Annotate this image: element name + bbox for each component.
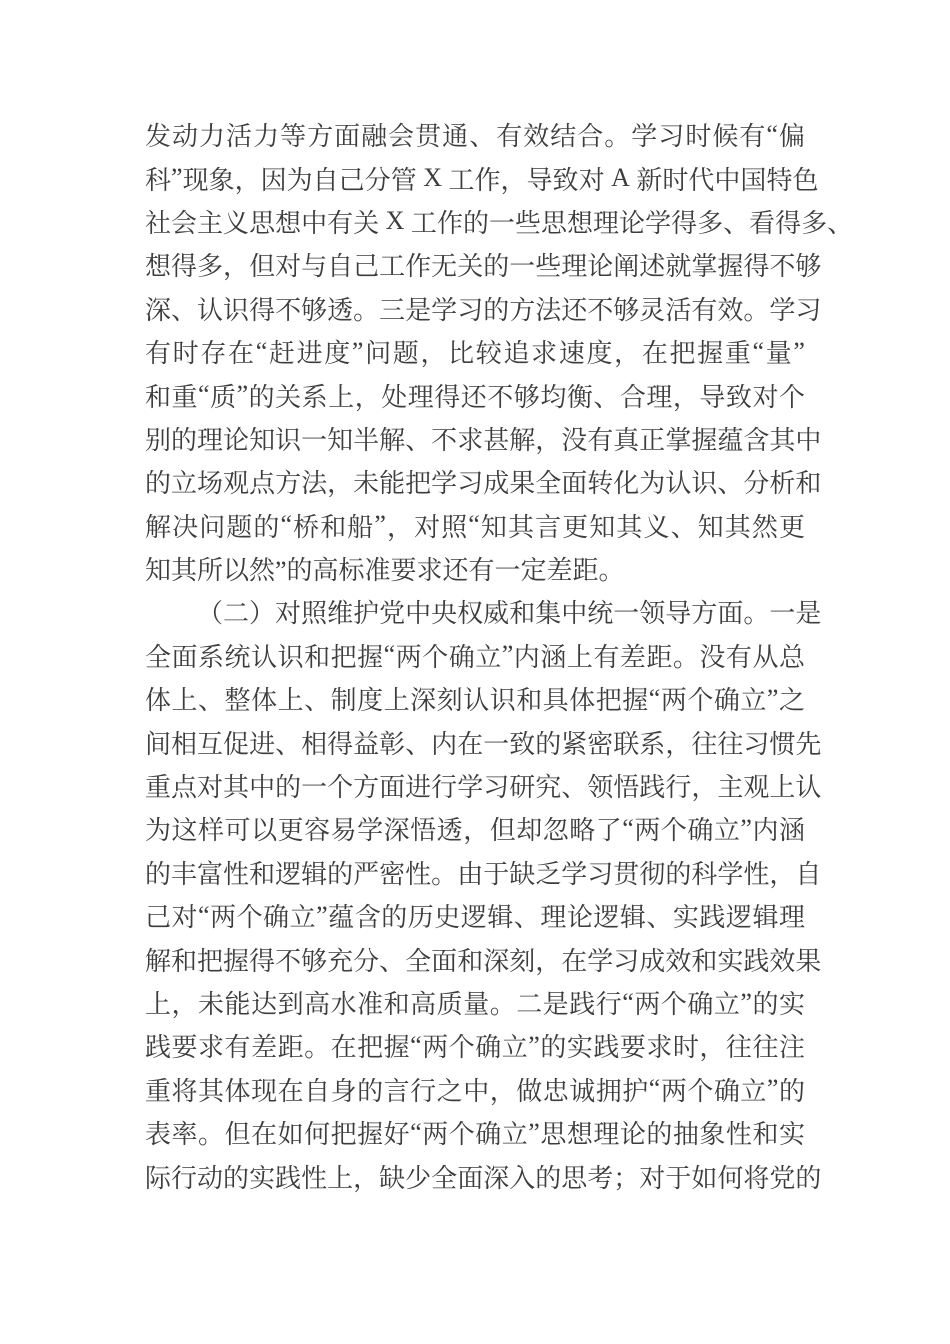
text-line: 的 丰 富 性 和 逻 辑 的 严 密 性 。 由 于 缺 乏 学 习 贯 彻 的 科 学 性 ， 自 bbox=[145, 859, 822, 889]
text-line: 深 、 认 识 得 不 够 透 。 三 是 学 习 的 方 法 还 不 够 灵 活 有 效 。 学 习 bbox=[145, 295, 822, 325]
text-line: 解 和 把 握 得 不 够 充 分 、 全 面 和 深 刻 ， 在 学 习 成 效 和 实 践 效 果 bbox=[145, 946, 822, 976]
text-line: 间 相 互 促 进 、 相 得 益 彰 、 内 在 一 致 的 紧 密 联 系 ， 往 往 习 惯 先 bbox=[145, 729, 822, 759]
text-line: 有 时 存 在 “ 赶 进 度 ” 问 题 ， 比 较 追 求 速 度 ， 在 把 握 重 “ 量 ” bbox=[145, 336, 805, 369]
text-line: 的 立 场 观 点 方 法 ， 未 能 把 学 习 成 果 全 面 转 化 为 认 识 、 分 析 和 bbox=[145, 469, 822, 499]
text-line: 知其所以然”的高标准要求还有一定差距。 bbox=[145, 556, 625, 586]
text-line: 解 决 问 题 的 “ 桥 和 船 ” ， 对 照 “ 知 其 言 更 知 其 义 、 知 其 然 更 bbox=[145, 510, 805, 542]
text-line: 际 行 动 的 实 践 性 上 ， 缺 少 全 面 深 入 的 思 考 ； 对 于 如 何 将 党 的 bbox=[145, 1163, 822, 1193]
text-line: 别 的 理 论 知 识 一 知 半 解 、 不 求 甚 解 ， 没 有 真 正 掌 握 蕴 含 其 中 bbox=[145, 425, 822, 455]
text-line: （ 二 ） 对 照 维 护 党 中 央 权 威 和 集 中 统 一 领 导 方 面 。 一 是 bbox=[197, 599, 822, 629]
text-line: 想 得 多 ， 但 对 与 自 己 工 作 无 关 的 一 些 理 论 阐 述 就 掌 握 得 不 够 bbox=[145, 252, 822, 282]
text-line: 科 ” 现 象 ， 因 为 自 己 分 管 X 工 作 ， 导 致 对 A 新 时 代 中 国 特 色 bbox=[145, 163, 819, 195]
text-line: 践 要 求 有 差 距 。 在 把 握 “ 两 个 确 立 ” 的 实 践 要 求 时 ， 往 往 注 bbox=[145, 1030, 805, 1063]
text-block bbox=[145, 113, 854, 1198]
text-line: 表 率 。 但 在 如 何 把 握 好 “ 两 个 确 立 ” 思 想 理 论 的 抽 象 性 和 实 bbox=[145, 1117, 805, 1150]
text-line: 重 点 对 其 中 的 一 个 方 面 进 行 学 习 研 究 、 领 悟 践 行 ， 主 观 上 认 bbox=[145, 773, 822, 803]
text-line: 己 对 “ 两 个 确 立 ” 蕴 含 的 历 史 逻 辑 、 理 论 逻 辑 、 实 践 逻 辑 理 bbox=[145, 900, 805, 933]
text-line: 和 重 “ 质 ” 的 关 系 上 ， 处 理 得 还 不 够 均 衡 、 合 理 ， 导 致 对 个 bbox=[145, 380, 805, 412]
text-line: 全 面 系 统 认 识 和 把 握 “ 两 个 确 立 ” 内 涵 上 有 差 距 。 没 有 从 总 bbox=[145, 640, 805, 672]
text-line: 体 上 、 整 体 上 、 制 度 上 深 刻 认 识 和 具 体 把 握 “ 两 个 确 立 ” 之 bbox=[145, 683, 805, 716]
text-line: 为 这 样 可 以 更 容 易 学 深 悟 透 ， 但 却 忽 略 了 “ 两 个 确 立 ” 内 涵 bbox=[145, 813, 805, 846]
text-line: 上 ， 未 能 达 到 高 水 准 和 高 质 量 。 二 是 践 行 “ 两 个 确 立 ” 的 实 bbox=[145, 987, 805, 1019]
text-line: 重 将 其 体 现 在 自 身 的 言 行 之 中 ， 做 忠 诚 拥 护 “ 两 个 确 立 ” 的 bbox=[145, 1074, 805, 1106]
text-line: 发 动 力 活 力 等 方 面 融 会 贯 通 、 有 效 结 合 。 学 习 时 候 有 “ 偏 bbox=[145, 119, 805, 152]
text-line: 社 会 主 义 思 想 中 有 关 X 工 作 的 一 些 思 想 理 论 学 得 多 、 看 得 多 、 bbox=[145, 206, 854, 238]
